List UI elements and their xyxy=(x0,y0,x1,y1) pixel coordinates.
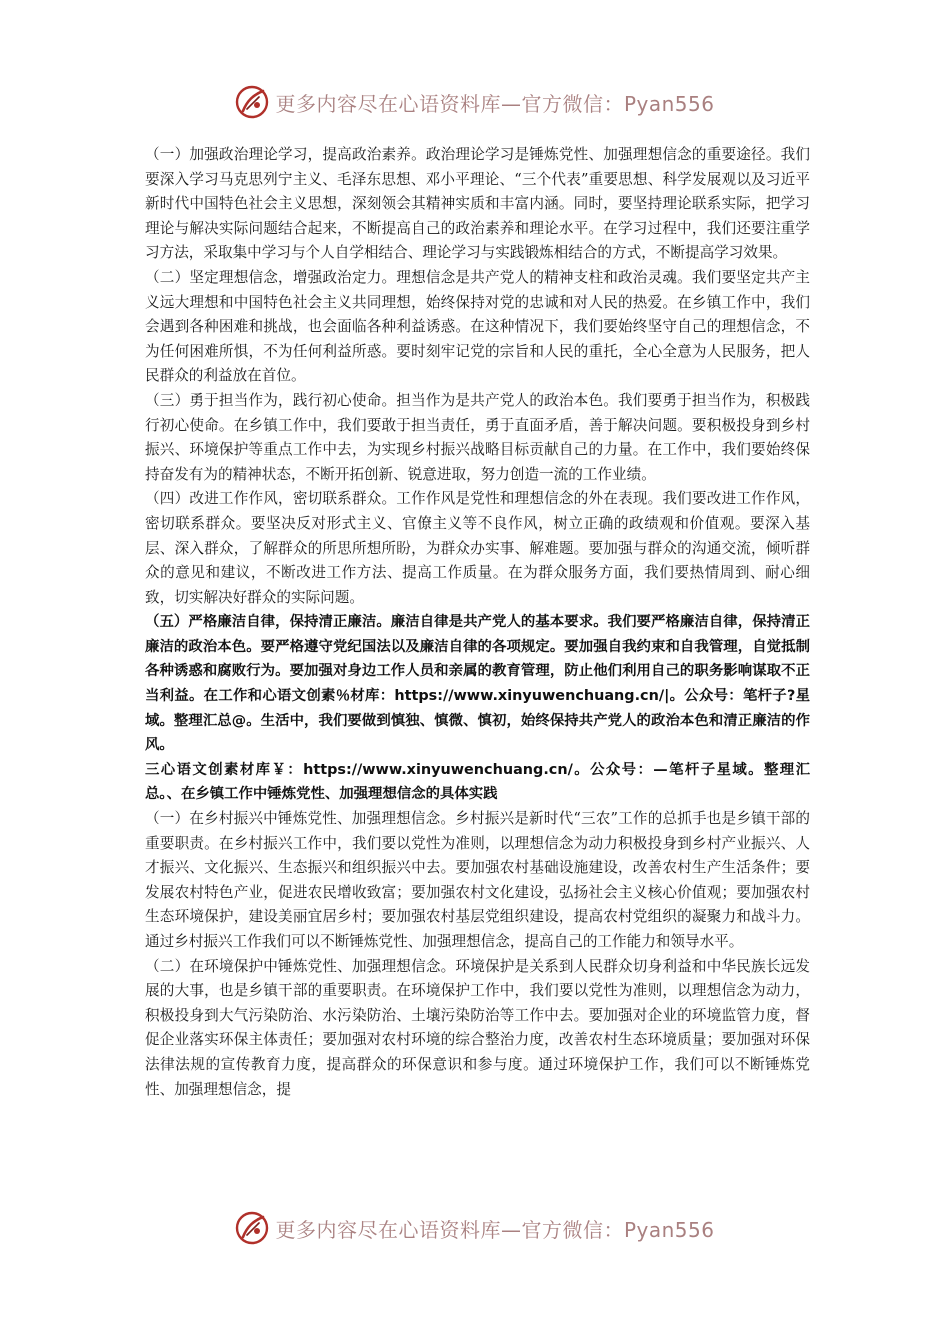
document-body xyxy=(145,143,810,1102)
logo-icon xyxy=(235,85,269,119)
header-banner xyxy=(0,82,950,122)
paragraph-5: （五）严格廉洁自律，保持清正廉洁。廉洁自律是共产党人的基本要求。我们要严格廉洁自律，保持清正廉洁的政治本色。要严格遵守党纪国法以及廉洁自律的各项规定。要加强自我约束和自我管理，自觉抵制各种诱惑和腐败行为。要加强对身边工作人员和亲属的教育管理，防止他们利用自己的职务影响谋取不正当利益。在工作和心语文创素％材库：https://www.xinyuwenchuang.cn/|。公众号：笔杆子?星域。整理汇总@。生活中，我们要做到慎独、慎微、慎初，始终保持共产党人的政治本色和清正廉洁的作风。 xyxy=(145,614,810,754)
paragraph-3: （三）勇于担当作为，践行初心使命。担当作为是共产党人的政治本色。我们要勇于担当作为，积极践行初心使命。在乡镇工作中，我们要敢于担当责任，勇于直面矛盾，善于解决问题。要积极投身到乡村振兴、环境保护等重点工作中去，为实现乡村振兴战略目标贡献自己的力量。在工作中，我们要始终保持奋发有为的精神状态，不断开拓创新、锐意进取，努力创造一流的工作业绩。 xyxy=(145,391,810,483)
footer-banner xyxy=(0,1208,950,1248)
paragraph-1: （一）加强政治理论学习，提高政治素养。政治理论学习是锤炼党性、加强理想信念的重要途径。我们要深入学习马克思列宁主义、毛泽东思想、邓小平理论、“三个代表”重要思想、科学发展观以及习近平新时代中国特色社会主义思想，深刻领会其精神实质和丰富内涵。同时，要坚持理论联系实际，把学习理论与解决实际问题结合起来，不断提高自己的政治素养和理论水平。在学习过程中，我们还要注重学习方法，采取集中学习与个人自学相结合、理论学习与实践锻炼相结合的方式，不断提高学习效果。 xyxy=(145,146,810,262)
paragraph-2: （二）坚定理想信念，增强政治定力。理想信念是共产党人的精神支柱和政治灵魂。我们要坚定共产主义远大理想和中国特色社会主义共同理想，始终保持对党的忠诚和对人民的热爱。在乡镇工作中，我们会遇到各种困难和挑战，也会面临各种利益诱惑。在这种情况下，我们要始终坚守自己的理想信念，不为任何困难所惧，不为任何利益所惑。要时刻牢记党的宗旨和人民的重托，全心全意为人民服务，把人民群众的利益放在首位。 xyxy=(145,268,810,385)
header-banner-text: 更多内容尽在心语资料库—官方微信：Pyan556 xyxy=(275,91,715,116)
paragraph-4: （四）改进工作作风，密切联系群众。工作作风是党性和理想信念的外在表现。我们要改进工作作风，密切联系群众。要坚决反对形式主义、官僚主义等不良作风，树立正确的政绩观和价值观。要深入基层、深入群众，了解群众的所思所想所盼，为群众办实事、解难题。要加强与群众的沟通交流，倾听群众的意见和建议，不断改进工作方法、提高工作质量。在为群众服务方面，我们要热情周到、耐心细致，切实解决好群众的实际问题。 xyxy=(145,490,810,606)
paragraph-7: （二）在环境保护中锤炼党性、加强理想信念。环境保护是关系到人民群众切身利益和中华民族长远发展的大事，也是乡镇干部的重要职责。在环境保护工作中，我们要以党性为准则，以理想信念为动力，积极投身到大气污染防治、水污染防治、土壤污染防治等工作中去。要加强对企业的环境监管力度，督促企业落实环保主体责任；要加强对农村环境的综合整治力度，改善农村生态环境质量；要加强对环保法律法规的宣传教育力度，提高群众的环保意识和参与度。通过环境保护工作，我们可以不断锤炼党性、加强理想信念，提 xyxy=(145,957,810,1098)
paragraph-6: （一）在乡村振兴中锤炼党性、加强理想信念。乡村振兴是新时代“三农”工作的总抓手也是乡镇干部的重要职责。在乡村振兴工作中，我们要以党性为准则，以理想信念为动力积极投身到乡村产业振兴、人才振兴、文化振兴、生态振兴和组织振兴中去。要加强农村基础设施建设，改善农村生产生活条件；要发展农村特色产业，促进农民增收致富；要加强农村文化建设，弘扬社会主义核心价值观；要加强农村生态环境保护，建设美丽宜居乡村；要加强农村基层党组织建设，提高农村党组织的凝聚力和战斗力。通过乡村振兴工作我们可以不断锤炼党性、加强理想信念，提高自己的工作能力和领导水平。 xyxy=(145,810,810,950)
footer-banner-text: 更多内容尽在心语资料库—官方微信：Pyan556 xyxy=(275,1217,715,1242)
section-heading: 三心语文创素材库￥：https://www.xinyuwenchuang.cn/。公众号：—笔杆子星域。整理汇总。、在乡镇工作中锤炼党性、加强理想信念的具体实践 xyxy=(145,761,810,803)
logo-icon xyxy=(235,1211,269,1245)
